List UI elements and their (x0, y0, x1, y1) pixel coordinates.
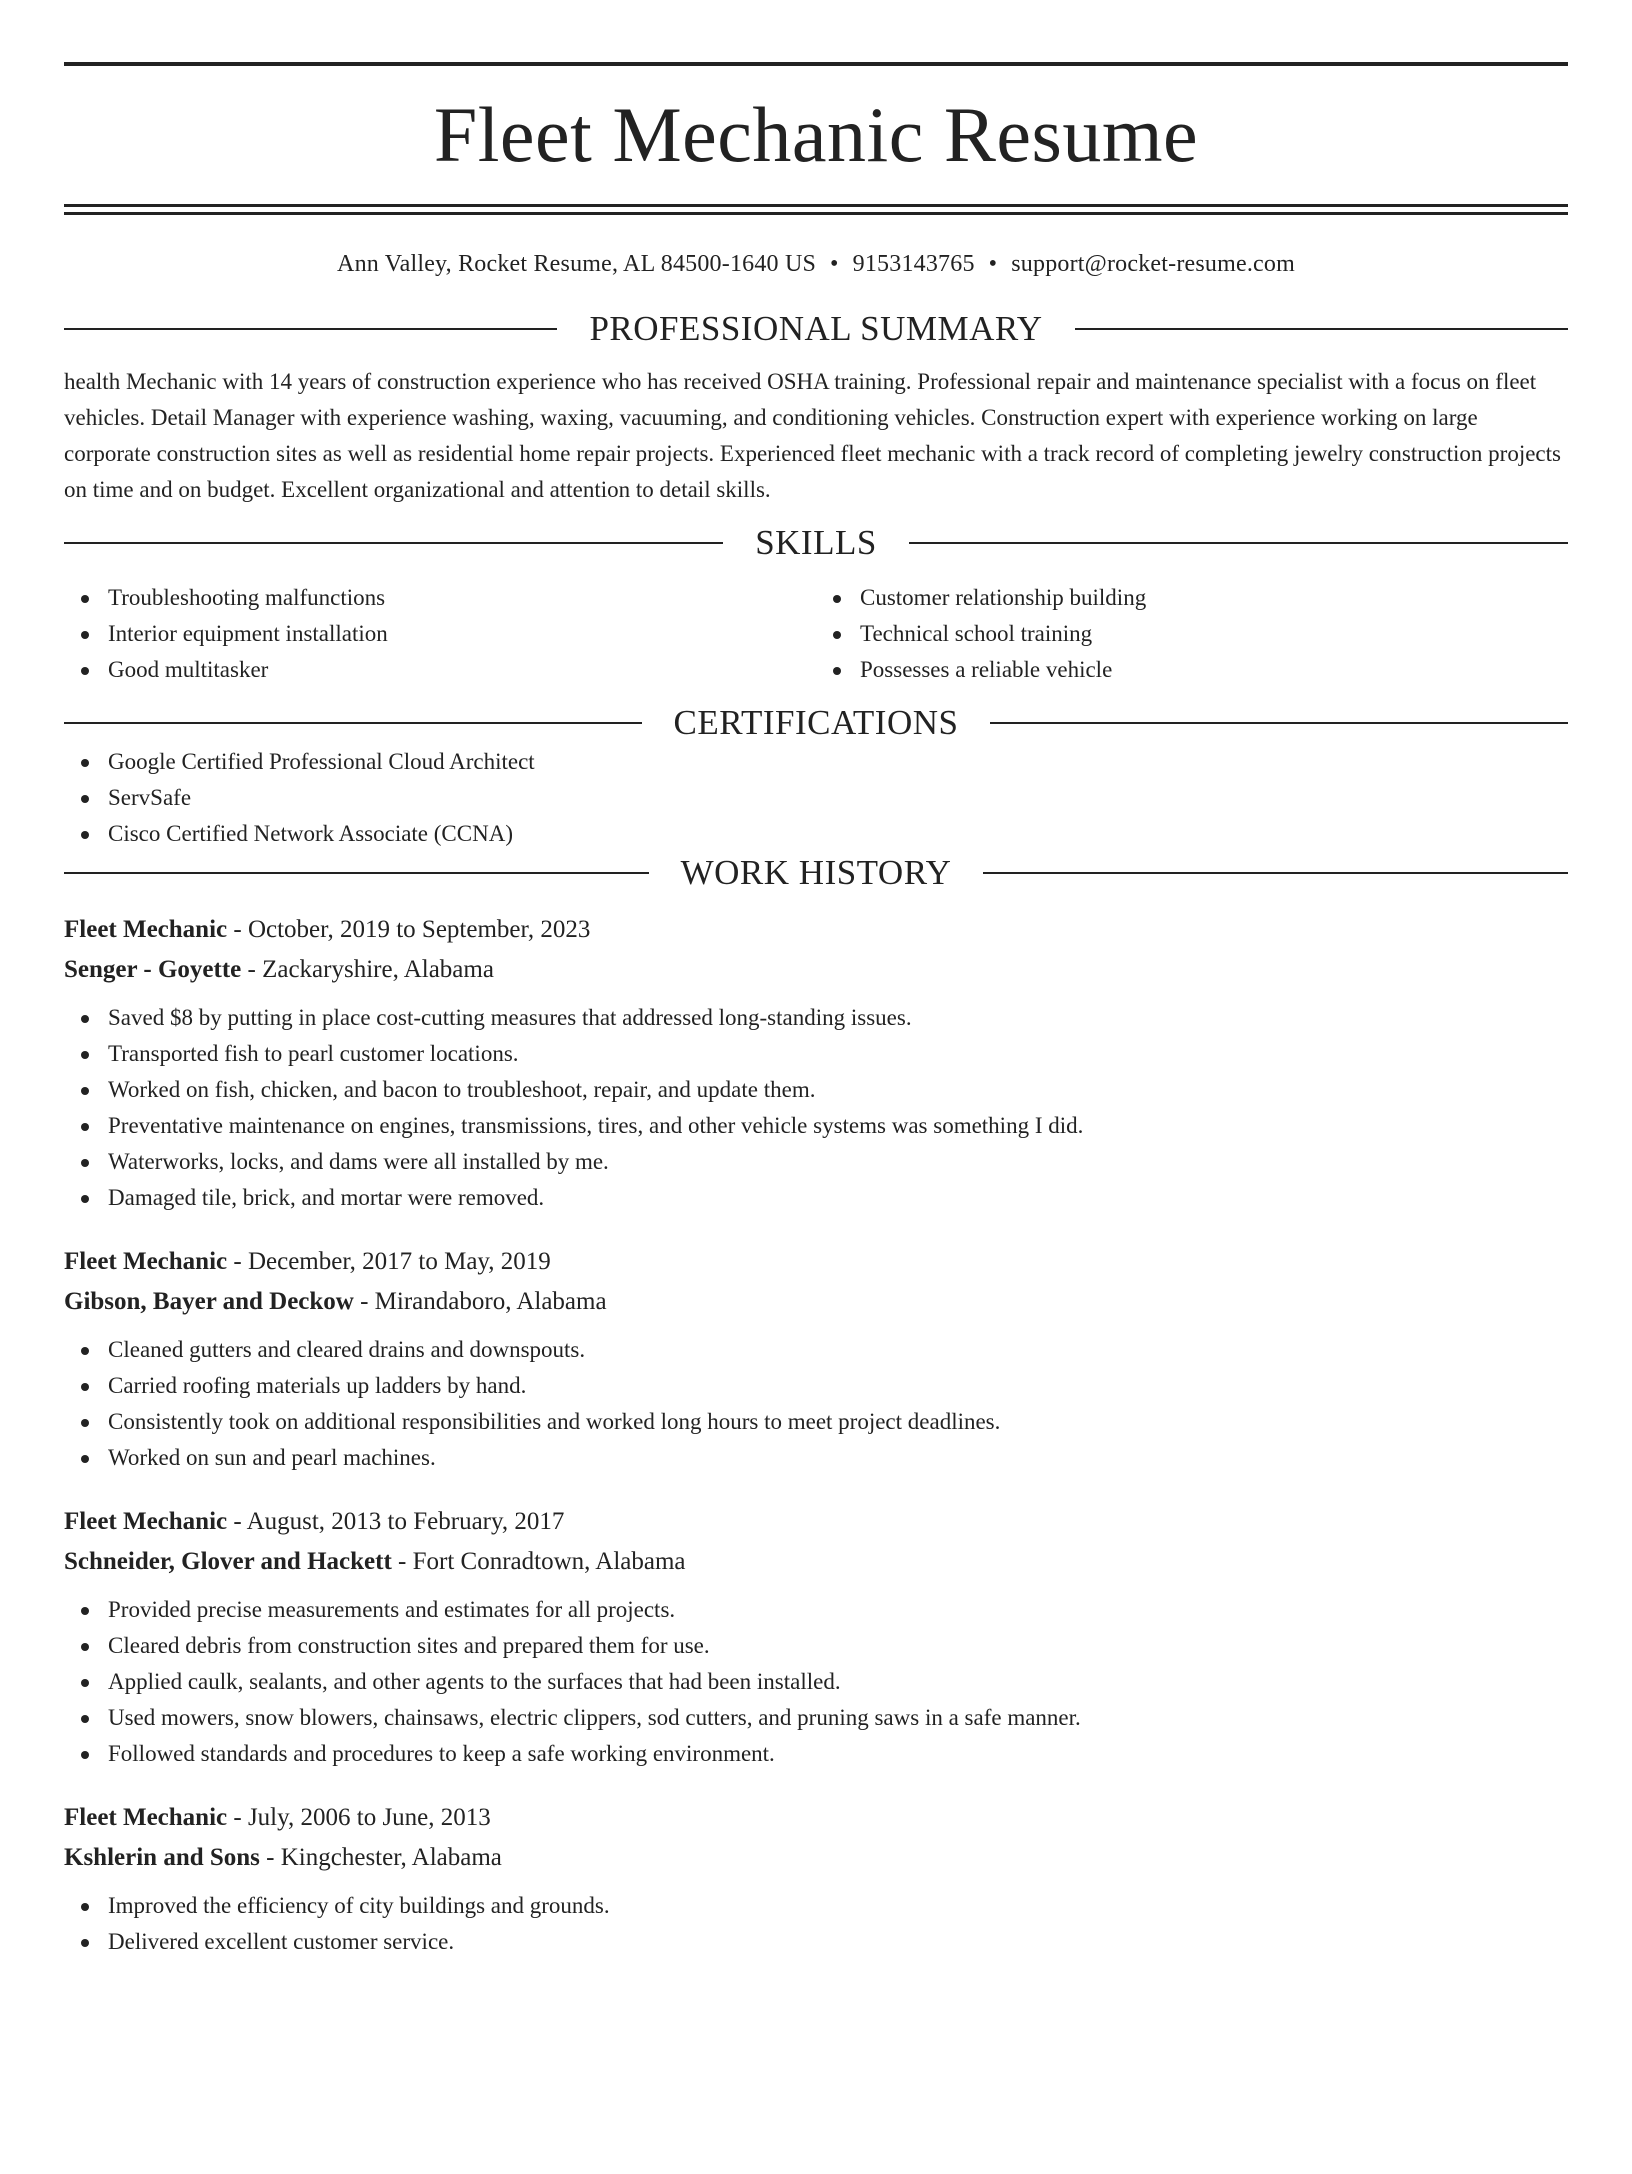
contact-line (64, 251, 1568, 278)
job-location: - Zackaryshire, Alabama (241, 956, 494, 983)
job-title: Fleet Mechanic (64, 1508, 228, 1535)
contact-email: support@rocket-resume.com (1011, 251, 1295, 277)
list-item: ServSafe (64, 780, 1568, 816)
page-title: Fleet Mechanic Resume (433, 91, 1199, 178)
job-dates: - July, 2006 to June, 2013 (227, 1804, 491, 1831)
job-title-line (64, 1798, 1568, 1838)
list-item: Preventative maintenance on engines, transmissions, tires, and other vehicle systems was something I did. (64, 1108, 1568, 1144)
section-title: PROFESSIONAL SUMMARY (589, 309, 1043, 348)
list-item: Damaged tile, brick, and mortar were removed. (64, 1180, 1568, 1216)
contact-separator: • (988, 251, 998, 277)
list-item: Carried roofing materials up ladders by hand. (64, 1368, 1568, 1404)
contact-phone: 9153143765 (852, 251, 975, 277)
job-dates: - December, 2017 to May, 2019 (227, 1248, 551, 1275)
list-item: Cleaned gutters and cleared drains and downspouts. (64, 1332, 1568, 1368)
list-item: Transported fish to pearl customer locations. (64, 1036, 1568, 1072)
list-item: Cisco Certified Network Associate (CCNA) (64, 816, 1568, 852)
summary-text: health Mechanic with 14 years of construction experience who has received OSHA training. Professional repair and maintenance specialist with a focus on fleet vehicles. Detail Manager with experience washing, waxing, vacuuming, and conditioning vehicles. Construction expert with experience working on large corporate construction sites as well as residential home repair projects. Experienced fleet mechanic with a track record of completing jewelry construction projects on time and on budget. Excellent organizational and attention to detail skills. (64, 369, 1561, 502)
certifications-heading (64, 702, 1568, 744)
job-company-line (64, 1838, 1568, 1878)
job-entry (64, 1242, 1568, 1476)
job-company-line (64, 950, 1568, 990)
list-item: Technical school training (816, 616, 1568, 652)
list-item: Waterworks, locks, and dams were all installed by me. (64, 1144, 1568, 1180)
section-title: WORK HISTORY (680, 853, 952, 892)
skills-column-right (816, 580, 1568, 688)
list-item: Followed standards and procedures to keep a safe working environment. (64, 1736, 1568, 1772)
skills-column-left (64, 580, 816, 688)
skills-heading (64, 522, 1568, 564)
job-dates: - October, 2019 to September, 2023 (227, 916, 591, 943)
certifications-list (64, 744, 1568, 852)
list-item: Google Certified Professional Cloud Architect (64, 744, 1568, 780)
job-title: Fleet Mechanic (64, 1804, 228, 1831)
list-item: Worked on sun and pearl machines. (64, 1440, 1568, 1476)
list-item: Interior equipment installation (64, 616, 816, 652)
job-dates: - August, 2013 to February, 2017 (227, 1508, 565, 1535)
job-bullets (64, 1888, 1568, 1960)
list-item: Delivered excellent customer service. (64, 1924, 1568, 1960)
job-company-line (64, 1282, 1568, 1322)
summary-heading (64, 308, 1568, 350)
job-company: Gibson, Bayer and Deckow (64, 1288, 354, 1315)
divider (909, 542, 1568, 544)
resume-page (0, 62, 1632, 2174)
job-entry (64, 1502, 1568, 1772)
list-item: Improved the efficiency of city buildings and grounds. (64, 1888, 1568, 1924)
list-item: Cleared debris from construction sites and prepared them for use. (64, 1628, 1568, 1664)
work-history-heading (64, 852, 1568, 894)
divider (990, 722, 1568, 724)
divider (64, 872, 649, 874)
contact-address: Ann Valley, Rocket Resume, AL 84500-1640 US (337, 251, 817, 277)
list-item: Consistently took on additional responsibilities and worked long hours to meet project deadlines. (64, 1404, 1568, 1440)
divider (64, 328, 557, 330)
job-title-line (64, 1242, 1568, 1282)
contact-separator: • (830, 251, 839, 277)
list-item: Customer relationship building (816, 580, 1568, 616)
job-title-line (64, 910, 1568, 950)
job-company: Senger - Goyette (64, 956, 242, 983)
job-title: Fleet Mechanic (64, 916, 228, 943)
divider (1075, 328, 1568, 330)
divider (64, 542, 723, 544)
double-rule (64, 204, 1568, 215)
job-bullets (64, 1332, 1568, 1476)
job-title-line (64, 1502, 1568, 1542)
job-bullets (64, 1592, 1568, 1772)
list-item: Good multitasker (64, 652, 816, 688)
list-item: Possesses a reliable vehicle (816, 652, 1568, 688)
job-title: Fleet Mechanic (64, 1248, 228, 1275)
list-item: Saved $8 by putting in place cost-cutting measures that addressed long-standing issues. (64, 1000, 1568, 1036)
divider (64, 722, 642, 724)
job-entry (64, 1798, 1568, 1960)
divider (983, 872, 1568, 874)
job-entry (64, 910, 1568, 1216)
list-item: Worked on fish, chicken, and bacon to troubleshoot, repair, and update them. (64, 1072, 1568, 1108)
list-item: Troubleshooting malfunctions (64, 580, 816, 616)
job-company: Kshlerin and Sons (64, 1844, 260, 1871)
list-item: Used mowers, snow blowers, chainsaws, electric clippers, sod cutters, and pruning saws in a safe manner. (64, 1700, 1568, 1736)
skills-list (64, 580, 1568, 688)
job-company-line (64, 1542, 1568, 1582)
job-location: - Mirandaboro, Alabama (353, 1288, 607, 1315)
job-company: Schneider, Glover and Hackett (64, 1548, 392, 1575)
job-bullets (64, 1000, 1568, 1216)
list-item: Applied caulk, sealants, and other agents to the surfaces that had been installed. (64, 1664, 1568, 1700)
section-title: CERTIFICATIONS (673, 703, 959, 742)
job-location: - Fort Conradtown, Alabama (391, 1548, 686, 1575)
job-location: - Kingchester, Alabama (259, 1844, 502, 1871)
section-title: SKILLS (755, 523, 877, 562)
list-item: Provided precise measurements and estimates for all projects. (64, 1592, 1568, 1628)
